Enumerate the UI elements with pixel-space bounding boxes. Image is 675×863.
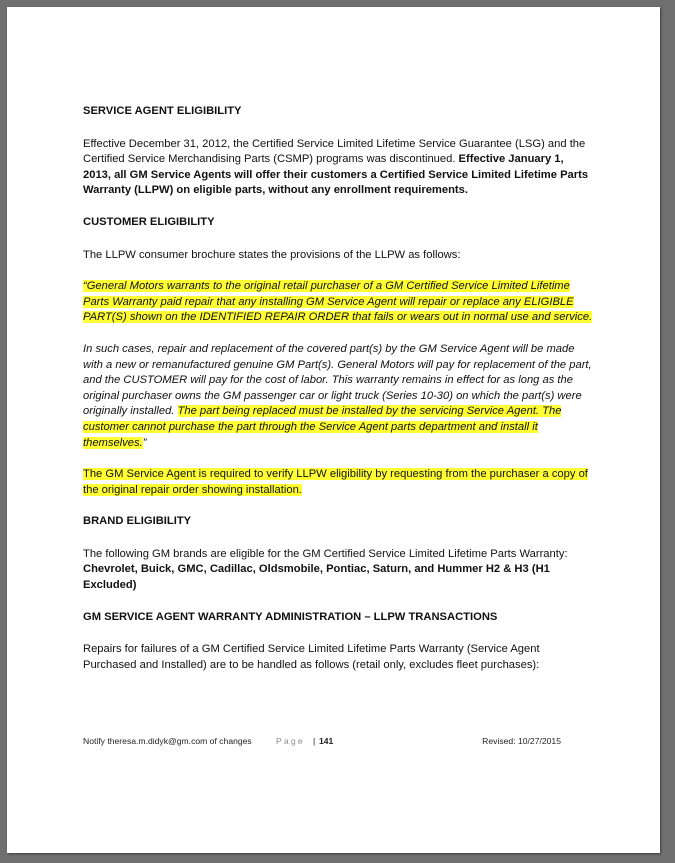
heading-brand-eligibility: BRAND ELIGIBILITY: [83, 515, 192, 528]
heading-customer-eligibility: CUSTOMER ELIGIBILITY: [83, 215, 215, 228]
footer-page-separator: |: [313, 736, 316, 746]
footer-revised-date: Revised: 10/27/2015: [482, 736, 561, 746]
paragraph-service-agent: [83, 137, 593, 199]
highlighted-verify-text: The GM Service Agent is required to verify LLPW eligibility by requesting from the purchaser a copy of the original repair order showing installation.: [83, 468, 588, 496]
footer-notify: Notify theresa.m.didyk@gm.com of changes: [83, 736, 252, 746]
quote-2-closing-mark: ”: [142, 436, 147, 449]
quote-2-text: In such cases, repair and replacement of the covered part(s) by the GM Service Agent will be made with a new or remanufactured genuine GM Part(s). General Motors will pay for replacement of the part, and the CUSTOMER will pay for the cost of labor. This warranty remains in effect for as long as the original purchaser owns the GM passenger car or light truck (Series 10-30) on which the part(s) were originally installed.: [83, 342, 592, 418]
service-agent-text: Effective December 31, 2012, the Certified Service Limited Lifetime Service Guarantee (LSG) and the Certified Service Merchandising Parts (CSMP) programs was discontinued.: [83, 137, 586, 166]
paragraph-warranty-quote-1: [83, 279, 593, 326]
brand-list-bold: Chevrolet, Buick, GMC, Cadillac, Oldsmobile, Pontiac, Saturn, and Hummer H2 & H3 (H1 Excluded): [83, 563, 550, 592]
heading-warranty-administration: GM SERVICE AGENT WARRANTY ADMINISTRATION – LLPW TRANSACTIONS: [83, 610, 498, 623]
highlighted-quote-1: “General Motors warrants to the original retail purchaser of a GM Certified Service Limited Lifetime Parts Warranty paid repair that any installing GM Service Agent will repair or replace any ELIGIBLE PART(S) shown on the IDENTIFIED REPAIR ORDER that fails or wears out in normal use and service.: [83, 280, 593, 324]
paragraph-warranty-administration: Repairs for failures of a GM Certified Service Limited Lifetime Parts Warranty (Service Agent Purchased and Installed) are to be handled as follows (retail only, excludes fleet purchases):: [83, 643, 540, 671]
paragraph-customer-intro: The LLPW consumer brochure states the provisions of the LLPW as follows:: [83, 248, 461, 261]
footer-page-label: Page: [276, 736, 305, 746]
paragraph-warranty-quote-2: [83, 342, 593, 451]
brand-text: The following GM brands are eligible for the GM Certified Service Limited Lifetime Parts Warranty:: [83, 547, 568, 560]
paragraph-verify-eligibility: [83, 467, 593, 498]
paragraph-brand-eligibility: [83, 547, 593, 594]
document-body: [83, 104, 593, 673]
highlighted-quote-2: The part being replaced must be installed by the servicing Service Agent. The customer cannot purchase the part through the Service Agent parts department and install it themselves.: [83, 405, 562, 449]
footer-page-number: 141: [319, 736, 334, 746]
service-agent-bold-text: Effective January 1, 2013, all GM Service Agents will offer their customers a Certified Service Limited Lifetime Parts Warranty (LLPW) on eligible parts, without any enrollment requirements.: [83, 153, 589, 197]
heading-service-agent-eligibility: SERVICE AGENT ELIGIBILITY: [83, 105, 242, 117]
document-page: [7, 7, 660, 853]
